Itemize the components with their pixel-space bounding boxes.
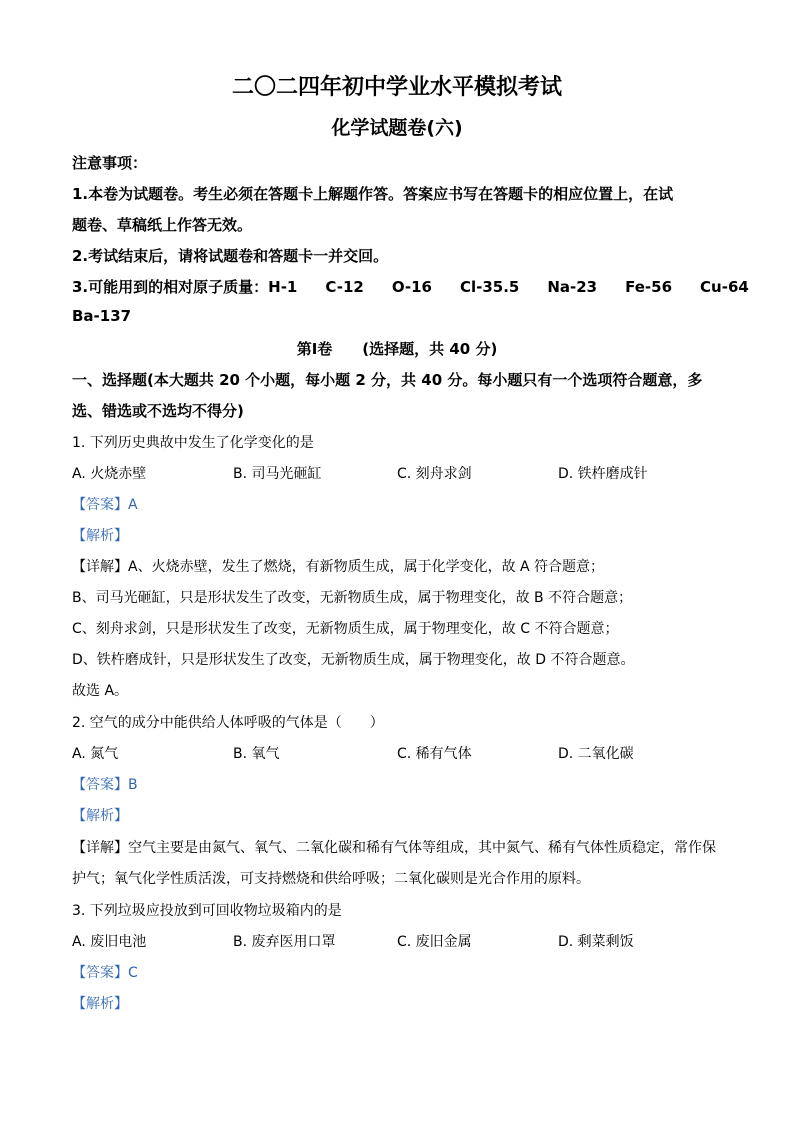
question-2-answer: 【答案】B xyxy=(72,777,138,793)
atomic-mass: Fe-56 xyxy=(625,278,673,296)
atomic-mass-last: Ba-137 xyxy=(72,307,132,325)
question-2-option-b: B. 氧气 xyxy=(233,746,280,762)
question-1-analysis: 【解析】 xyxy=(72,528,128,544)
atomic-mass: Cu-64 xyxy=(700,278,749,296)
question-1-option-d: D. 铁杵磨成针 xyxy=(558,466,648,482)
question-2-stem: 2. 空气的成分中能供给人体呼吸的气体是（ ） xyxy=(72,715,384,731)
atomic-mass: O-16 xyxy=(391,278,432,296)
question-2-option-a: A. 氮气 xyxy=(72,746,119,762)
notes-item-3 xyxy=(72,276,749,297)
question-3-option-a: A. 废旧电池 xyxy=(72,934,147,950)
atomic-mass: Cl-35.5 xyxy=(459,278,520,296)
question-2-detail-line: 护气；氧气化学性质活泼，可支持燃烧和供给呼吸；二氧化碳则是光合作用的原料。 xyxy=(72,871,590,887)
question-1-answer: 【答案】A xyxy=(72,497,138,513)
atomic-mass-label: 3.可能用到的相对原子质量： xyxy=(72,278,269,296)
question-1-stem: 1. 下列历史典故中发生了化学变化的是 xyxy=(72,435,314,451)
notes-item-1-line-1: 1.本卷为试题卷。考生必须在答题卡上解题作答。答案应书写在答题卡的相应位置上，在试 xyxy=(72,185,674,203)
question-1-option-a: A. 火烧赤壁 xyxy=(72,466,147,482)
atomic-mass: H-1 xyxy=(268,278,298,296)
question-1-option-c: C. 刻舟求剑 xyxy=(397,466,472,482)
question-1-detail-line: D、铁杵磨成针，只是形状发生了改变，无新物质生成，属于物理变化，故 D 不符合题意。 xyxy=(72,652,635,668)
question-1-detail-line: B、司马光砸缸，只是形状发生了改变，无新物质生成，属于物理变化，故 B 不符合题意； xyxy=(72,590,633,606)
section-heading-line-2: 选、错选或不选均不得分) xyxy=(72,402,244,420)
atomic-mass: C-12 xyxy=(325,278,364,296)
question-3-answer: 【答案】C xyxy=(72,965,138,981)
question-3-option-b: B. 废弃医用口罩 xyxy=(233,934,336,950)
question-2-option-d: D. 二氧化碳 xyxy=(558,746,634,762)
notes-heading: 注意事项： xyxy=(72,154,148,172)
part-title: 第Ⅰ卷 (选择题，共 40 分) xyxy=(296,340,498,358)
page-subtitle: 化学试题卷(六) xyxy=(331,117,463,139)
question-3-analysis: 【解析】 xyxy=(72,996,128,1012)
question-1-conclusion: 故选 A。 xyxy=(72,683,129,699)
question-3-option-d: D. 剩菜剩饭 xyxy=(558,934,634,950)
notes-item-1-line-2: 题卷、草稿纸上作答无效。 xyxy=(72,216,253,234)
question-1-option-b: B. 司马光砸缸 xyxy=(233,466,322,482)
notes-item-2: 2.考试结束后，请将试题卷和答题卡一并交回。 xyxy=(72,247,389,265)
question-3-option-c: C. 废旧金属 xyxy=(397,934,472,950)
question-2-analysis: 【解析】 xyxy=(72,808,128,824)
question-3-stem: 3. 下列垃圾应投放到可回收物垃圾箱内的是 xyxy=(72,903,342,919)
atomic-mass: Na-23 xyxy=(547,278,598,296)
question-1-detail-line: C、刻舟求剑，只是形状发生了改变，无新物质生成，属于物理变化，故 C 不符合题意； xyxy=(72,621,619,637)
section-heading-line-1: 一、选择题(本大题共 20 个小题，每小题 2 分，共 40 分。每小题只有一个选项符合题意，多 xyxy=(72,371,703,389)
question-2-detail-line: 【详解】空气主要是由氮气、氧气、二氧化碳和稀有气体等组成，其中氮气、稀有气体性质稳定，常作保 xyxy=(72,840,716,856)
question-2-option-c: C. 稀有气体 xyxy=(397,746,472,762)
question-1-detail-line: 【详解】A、火烧赤壁，发生了燃烧，有新物质生成，属于化学变化，故 A 符合题意； xyxy=(72,559,605,575)
page-title: 二〇二四年初中学业水平模拟考试 xyxy=(231,75,562,100)
